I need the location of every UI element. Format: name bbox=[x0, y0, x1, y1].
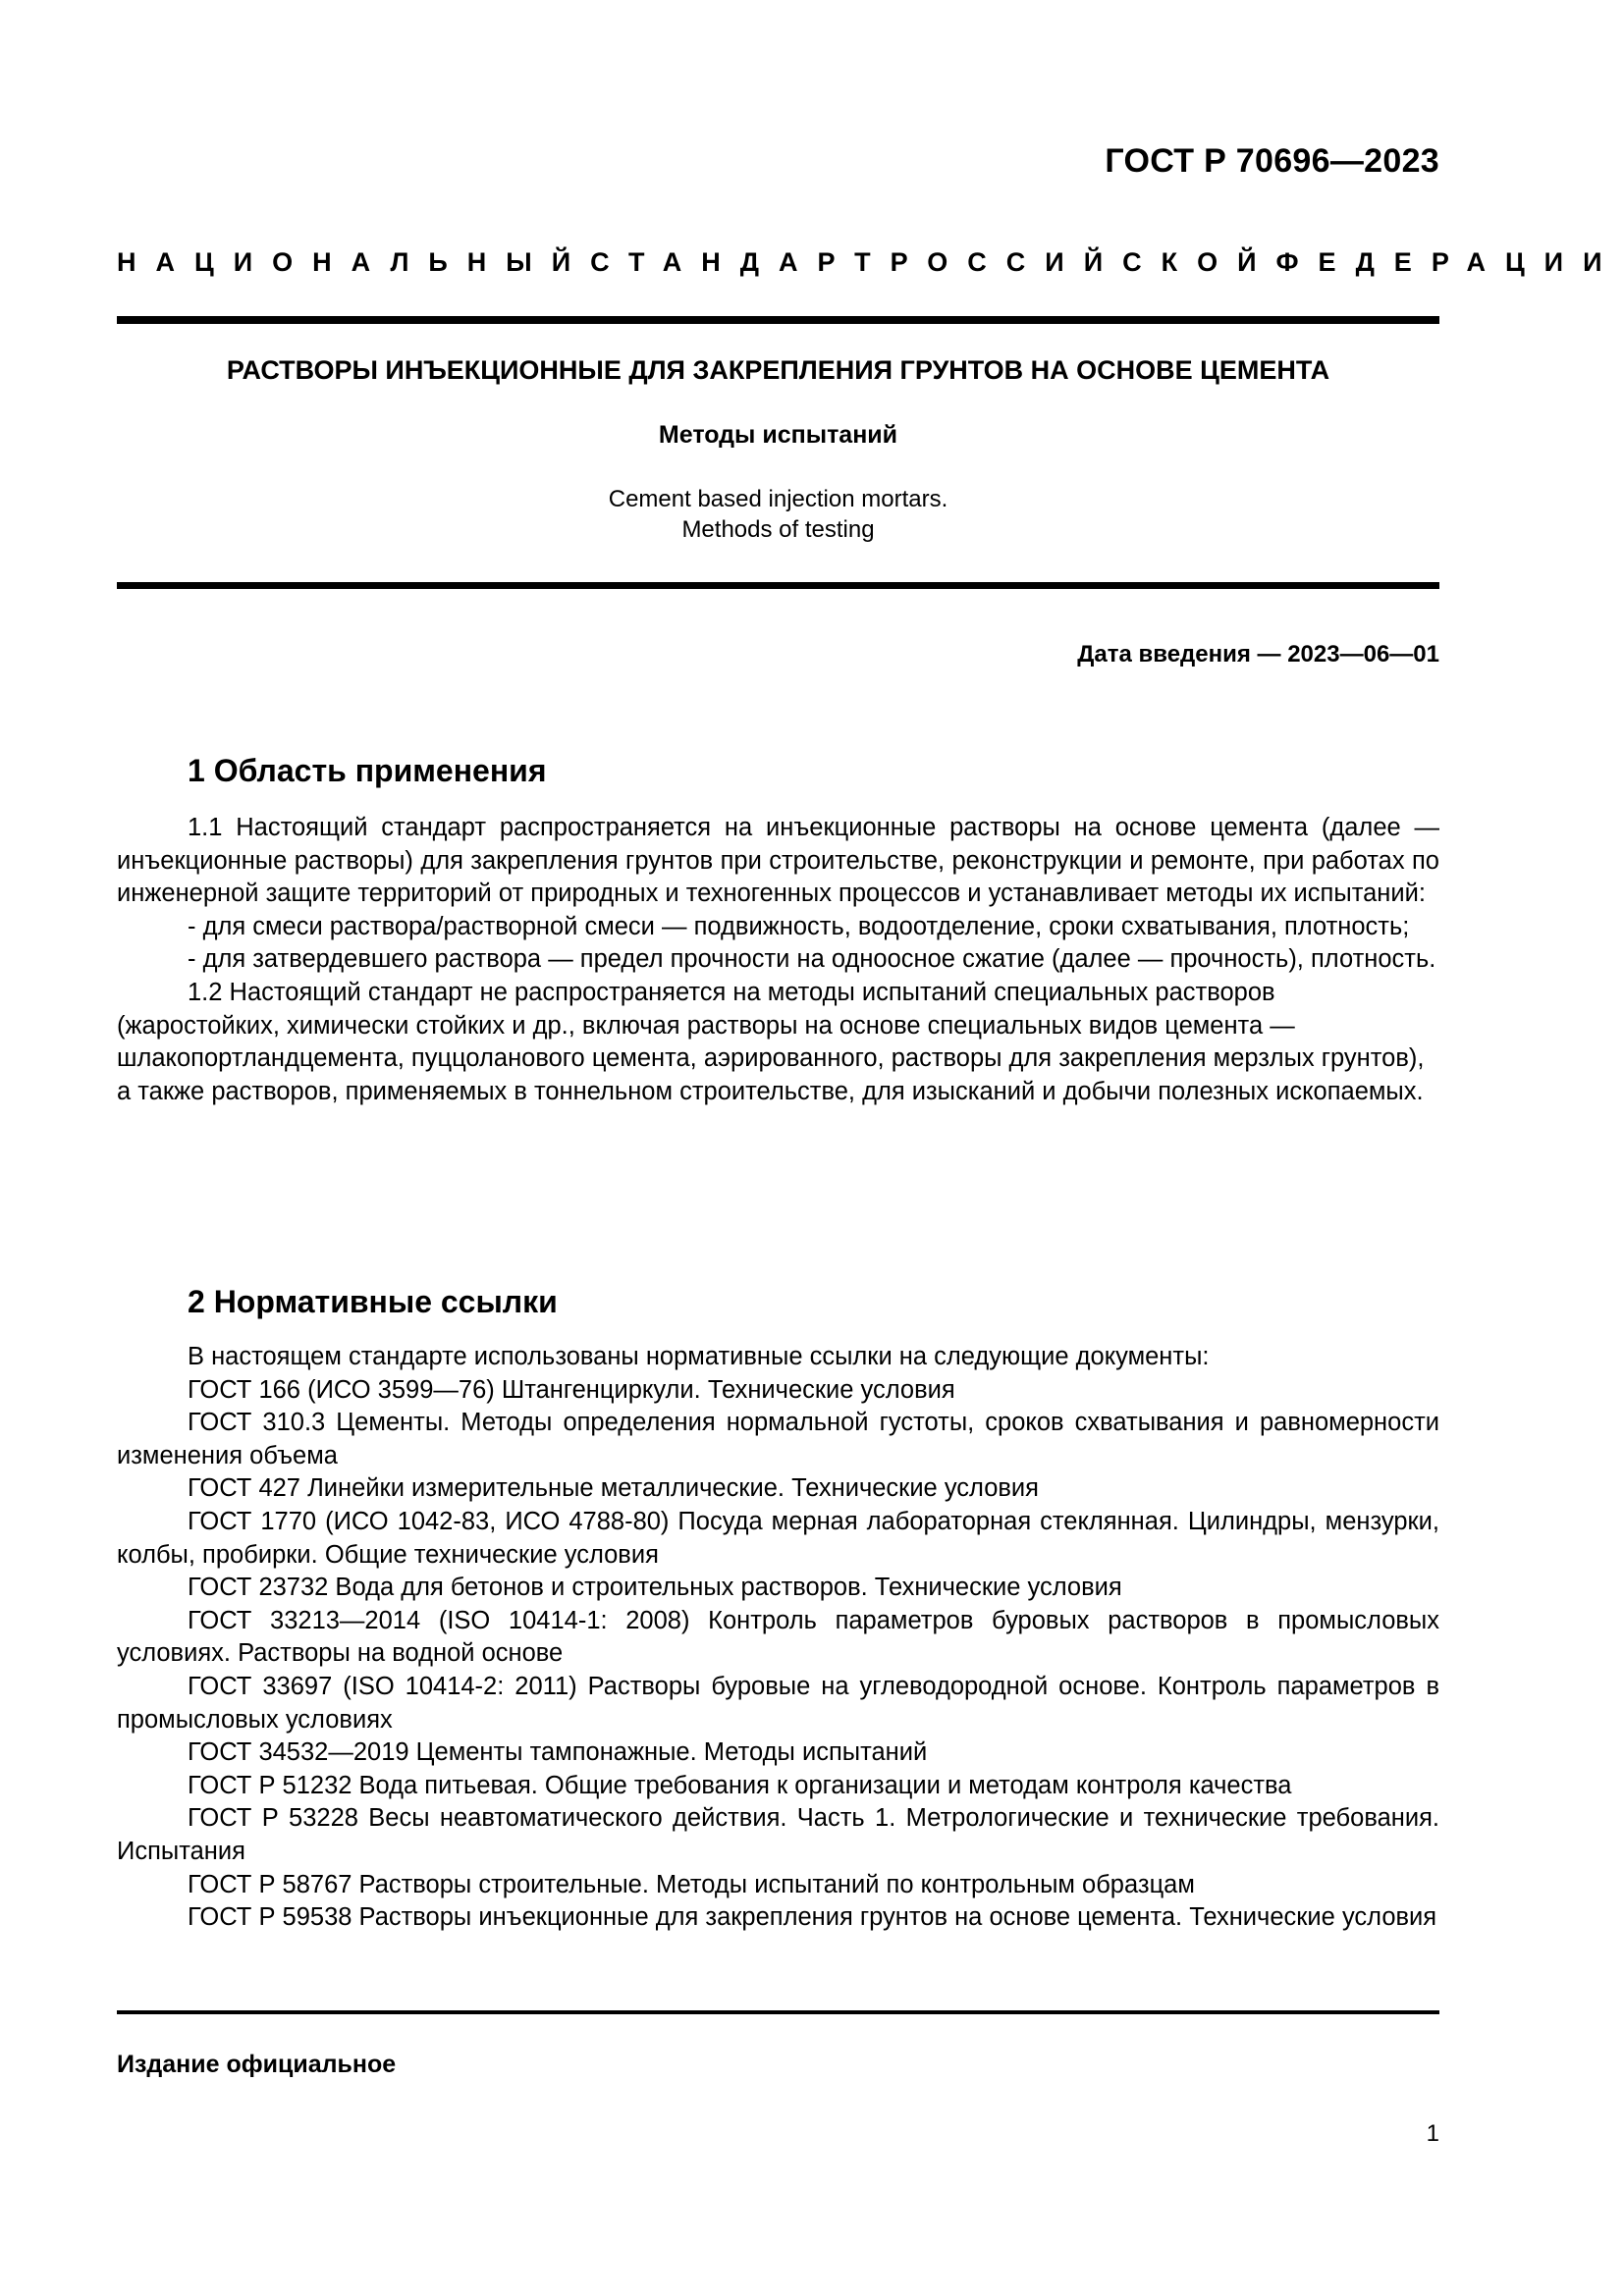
reference-item: ГОСТ 1770 (ИСО 1042-83, ИСО 4788-80) Посуда мерная лабораторная стеклянная. Цилиндры, мензурки, колбы, пробирки. Общие технические условия bbox=[117, 1507, 1439, 1569]
document-page bbox=[117, 0, 1622, 2296]
reference-item: ГОСТ 166 (ИСО 3599—76) Штангенциркули. Технические условия bbox=[188, 1375, 955, 1404]
paragraph: В настоящем стандарте использованы нормативные ссылки на следующие документы: bbox=[188, 1343, 1210, 1370]
reference-item: ГОСТ Р 59538 Растворы инъекционные для закрепления грунтов на основе цемента. Технические условия bbox=[188, 1903, 1437, 1932]
reference-item: ГОСТ Р 58767 Растворы строительные. Методы испытаний по контрольным образцам bbox=[188, 1870, 1195, 1898]
section-2-body bbox=[117, 1341, 1439, 1935]
paragraph: 1.2 Настоящий стандарт не распространяется на методы испытаний специальных растворов (жаростойких, химически стойких и др., включая растворы на основе специальных видов цемента — шлакопортландцемента, пуццоланового цемента, аэрированного, растворы для закрепления мерзлых грунтов), а также растворов, применяемых в тоннельном строительстве, для изысканий и добычи полезных ископаемых. bbox=[117, 978, 1425, 1105]
section-1-heading: 1 Область применения bbox=[188, 753, 547, 788]
reference-item: ГОСТ 310.3 Цементы. Методы определения нормальной густоты, сроков схватывания и равномерности изменения объема bbox=[117, 1409, 1439, 1469]
reference-item: ГОСТ Р 51232 Вода питьевая. Общие требования к организации и методам контроля качества bbox=[188, 1771, 1292, 1799]
title-en-line-2: Methods of testing bbox=[681, 516, 875, 543]
reference-item: ГОСТ 33213—2014 (ISO 10414-1: 2008) Контроль параметров буровых растворов в промысловых условиях. Растворы на водной основе bbox=[117, 1606, 1439, 1668]
paragraph: - для смеси раствора/растворной смеси — подвижность, водоотделение, сроки схватывания, плотность; bbox=[188, 912, 1410, 940]
document-title-en bbox=[117, 484, 1439, 545]
page-number: 1 bbox=[1426, 2120, 1439, 2147]
reference-item: ГОСТ 23732 Вода для бетонов и строительных растворов. Технические условия bbox=[188, 1574, 1122, 1602]
introduction-date: Дата введения — 2023—06—01 bbox=[1077, 641, 1439, 667]
document-code: ГОСТ Р 70696—2023 bbox=[1105, 142, 1439, 180]
section-2-heading: 2 Нормативные ссылки bbox=[188, 1284, 558, 1319]
paragraph: - для затвердевшего раствора — предел прочности на одноосное сжатие (далее — прочность), плотность. bbox=[188, 945, 1436, 974]
top-divider bbox=[117, 316, 1439, 324]
national-title-word-0: НАЦИОНАЛЬНЫЙ bbox=[117, 247, 591, 277]
paragraph: 1.1 Настоящий стандарт распространяется на инъекционные растворы на основе цемента (далее — инъекционные растворы) для закрепления грунтов при строительстве, реконструкции и ремонте, при работах по инженерной защите территорий от природных и техногенных процессов и устанавливает методы их испытаний: bbox=[117, 814, 1439, 908]
national-title-word-2: РОССИЙСКОЙ bbox=[890, 247, 1276, 277]
official-edition-label: Издание официальное bbox=[117, 2051, 397, 2078]
national-title-word-1: СТАНДАРТ bbox=[590, 247, 891, 277]
section-1-body bbox=[117, 812, 1439, 1108]
title-divider bbox=[117, 582, 1439, 589]
title-en-line-1: Cement based injection mortars. bbox=[608, 486, 948, 512]
reference-item: ГОСТ Р 53228 Весы неавтоматического действия. Часть 1. Метрологические и технические требования. Испытания bbox=[117, 1804, 1439, 1865]
reference-item: ГОСТ 427 Линейки измерительные металлические. Технические условия bbox=[188, 1474, 1039, 1503]
document-subtitle-ru: Методы испытаний bbox=[658, 421, 898, 449]
national-title-word-3: ФЕДЕРАЦИИ bbox=[1275, 247, 1622, 277]
reference-item: ГОСТ 34532—2019 Цементы тампонажные. Методы испытаний bbox=[188, 1738, 928, 1767]
national-standard-title bbox=[117, 247, 1622, 278]
document-title-ru: РАСТВОРЫ ИНЪЕКЦИОННЫЕ ДЛЯ ЗАКРЕПЛЕНИЯ ГРУНТОВ НА ОСНОВЕ ЦЕМЕНТА bbox=[226, 355, 1330, 385]
reference-item: ГОСТ 33697 (ISO 10414-2: 2011) Растворы буровые на углеводородной основе. Контроль параметров в промысловых условиях bbox=[117, 1672, 1439, 1734]
footer-divider bbox=[117, 2010, 1439, 2014]
